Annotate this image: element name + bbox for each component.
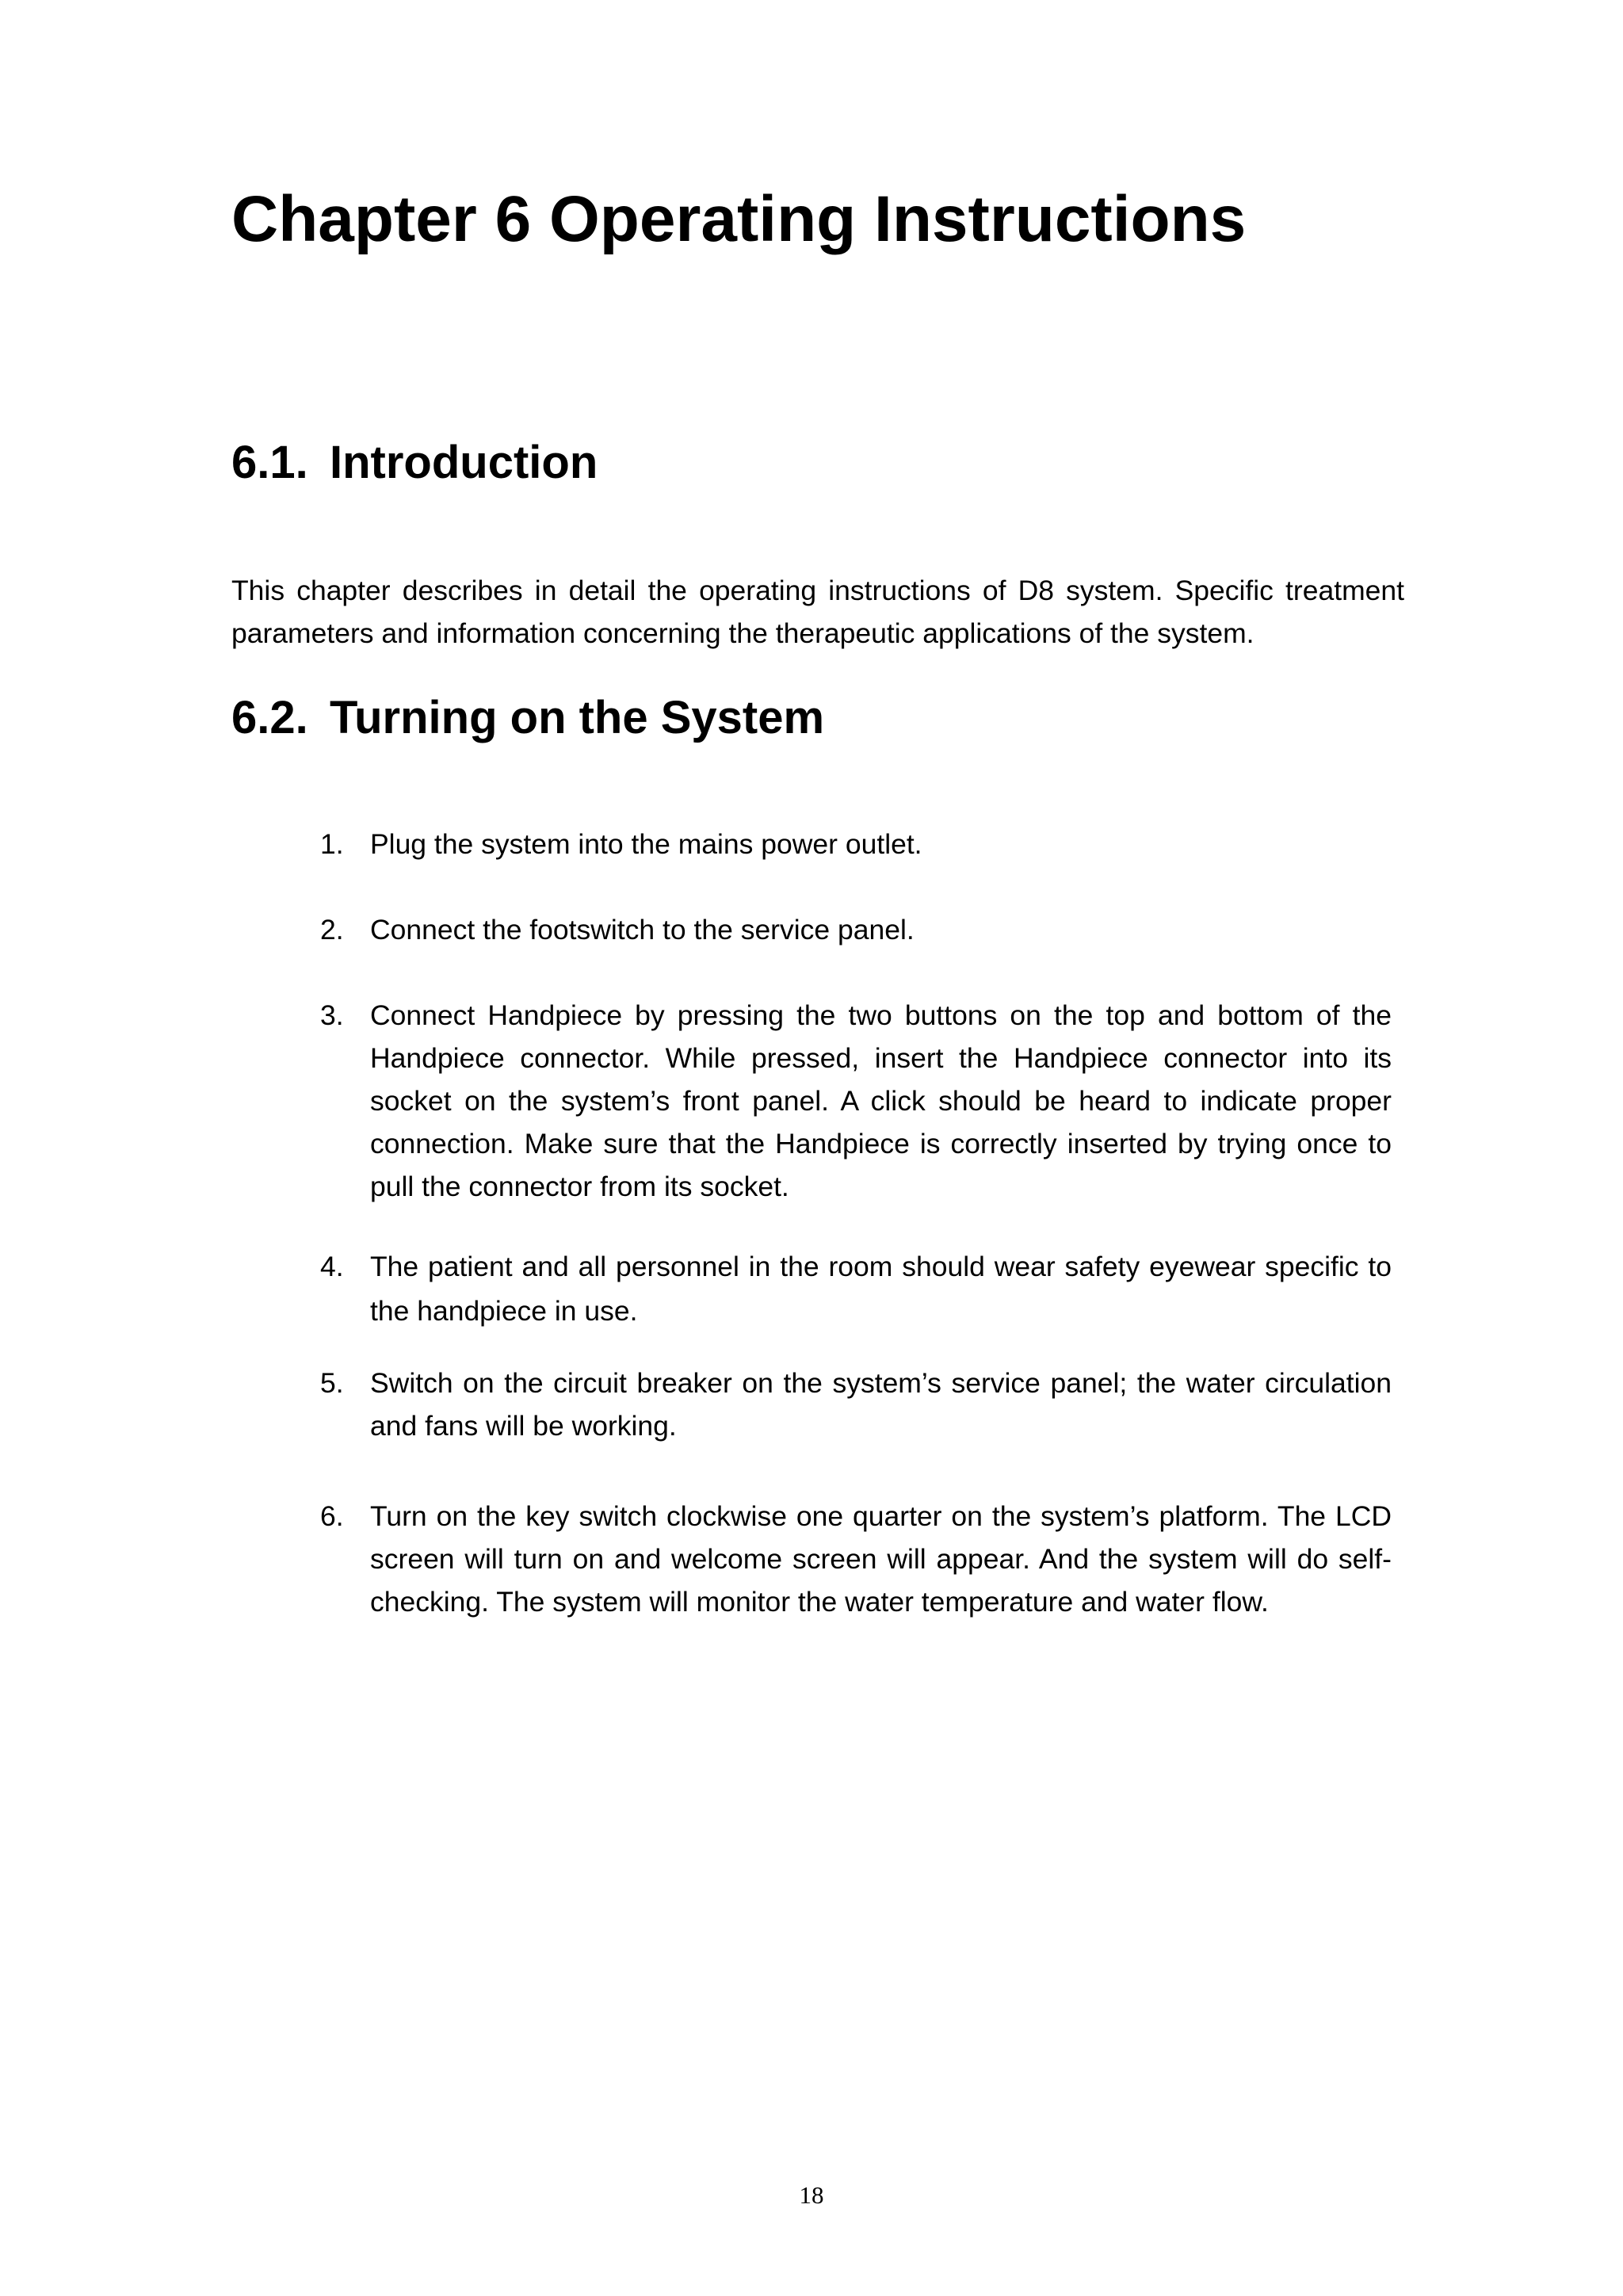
intro-paragraph: This chapter describes in detail the operating instructions of D8 system. Specific treatment parameters and information concerning the therapeutic applications of the system.	[231, 575, 1404, 649]
step-item	[320, 1244, 1392, 1333]
step-text: Connect Handpiece by pressing the two buttons on the top and bottom of the Handpiece connector. While pressed, insert the Handpiece connector into its socket on the system’s front panel. A click should be heard to indicate proper connection. Make sure that the Handpiece is correctly inserted by trying once to pull the connector from its socket.	[370, 999, 1392, 1202]
step-item	[320, 823, 1392, 865]
step-text: Connect the footswitch to the service panel.	[370, 914, 915, 946]
section-title: Introduction	[330, 437, 598, 488]
section-number: 6.1.	[231, 437, 308, 488]
step-item	[320, 908, 1392, 951]
step-number: 2.	[320, 914, 344, 946]
section-number: 6.2.	[231, 692, 308, 743]
step-number: 5.	[320, 1367, 344, 1399]
step-text: The patient and all personnel in the room should wear safety eyewear specific to the handpiece in use.	[370, 1251, 1392, 1327]
step-number: 6.	[320, 1500, 344, 1532]
section-heading-turning-on	[231, 693, 824, 743]
step-text: Plug the system into the mains power outlet.	[370, 828, 922, 860]
step-number: 3.	[320, 999, 344, 1031]
step-text: Switch on the circuit breaker on the system’s service panel; the water circulation and fans will be working.	[370, 1367, 1392, 1442]
page-number: 18	[799, 2181, 824, 2209]
section-title: Turning on the System	[330, 692, 825, 743]
step-item	[320, 994, 1392, 1208]
step-item	[320, 1362, 1392, 1447]
step-number: 4.	[320, 1251, 344, 1282]
steps-list	[320, 823, 1392, 1623]
step-number: 1.	[320, 828, 344, 860]
chapter-title: Chapter 6 Operating Instructions	[231, 183, 1247, 255]
section-heading-introduction	[231, 437, 598, 488]
step-text: Turn on the key switch clockwise one quarter on the system’s platform. The LCD screen will turn on and welcome screen will appear. And the system will do self-checking. The system will monitor the water temperature and water flow.	[370, 1500, 1392, 1618]
step-item	[320, 1495, 1392, 1623]
